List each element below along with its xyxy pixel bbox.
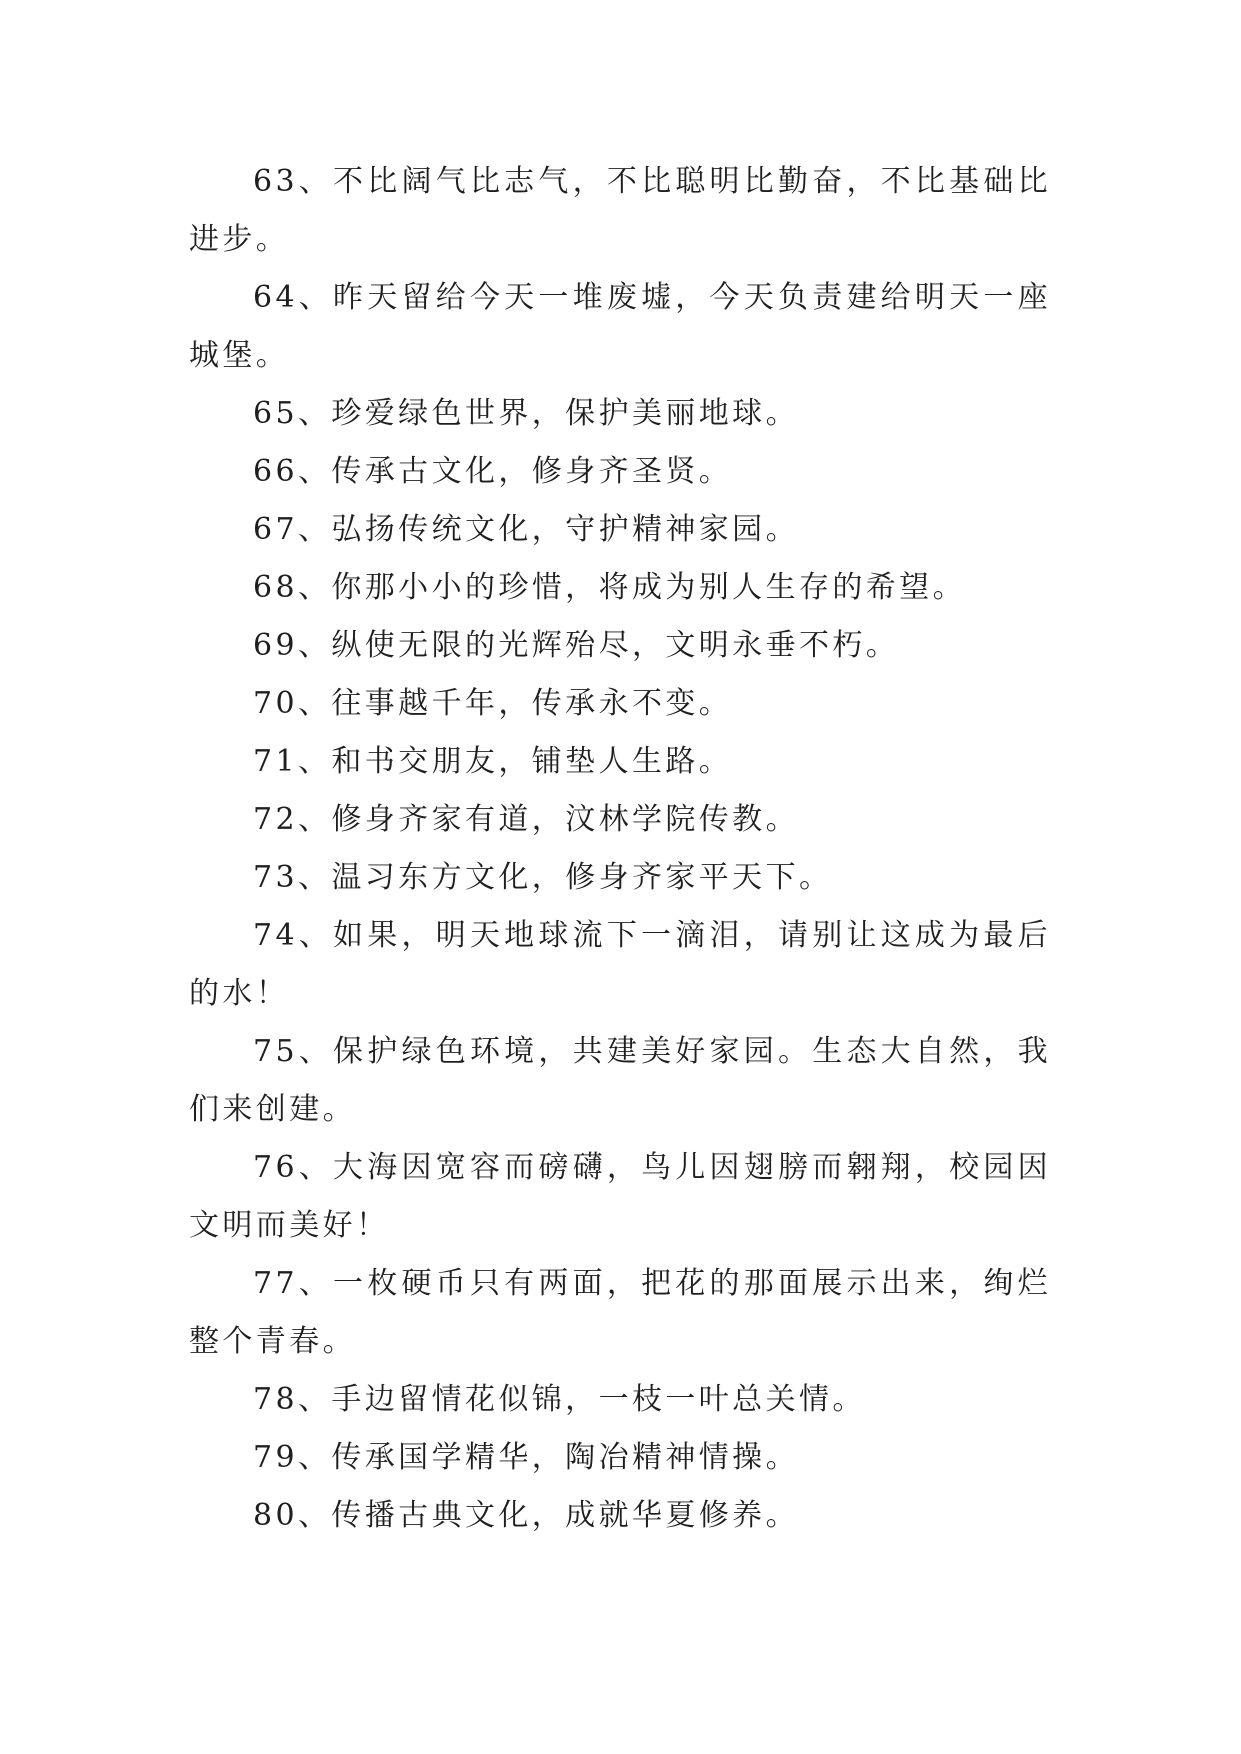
paragraph-75: 75、保护绿色环境，共建美好家园。生态大自然，我们来创建。 bbox=[189, 1034, 1051, 1127]
paragraph-73: 73、温习东方文化，修身齐家平天下。 bbox=[253, 860, 833, 895]
paragraph-71: 71、和书交朋友，铺垫人生路。 bbox=[253, 744, 733, 779]
paragraph-66: 66、传承古文化，修身齐圣贤。 bbox=[253, 454, 733, 489]
paragraph-69: 69、纵使无限的光辉殆尽，文明永垂不朽。 bbox=[253, 628, 900, 663]
paragraph-64: 64、昨天留给今天一堆废墟，今天负责建给明天一座城堡。 bbox=[189, 280, 1051, 373]
paragraph-77: 77、一枚硬币只有两面，把花的那面展示出来，绚烂整个青春。 bbox=[189, 1266, 1051, 1359]
paragraph-72: 72、修身齐家有道，汶林学院传教。 bbox=[253, 802, 799, 837]
paragraph-76: 76、大海因宽容而磅礴，鸟儿因翅膀而翱翔，校园因文明而美好！ bbox=[189, 1150, 1051, 1243]
paragraph-67: 67、弘扬传统文化，守护精神家园。 bbox=[253, 512, 799, 547]
document-body bbox=[189, 153, 1051, 1545]
paragraph-65: 65、珍爱绿色世界，保护美丽地球。 bbox=[253, 396, 799, 431]
paragraph-74: 74、如果，明天地球流下一滴泪，请别让这成为最后的水！ bbox=[189, 918, 1051, 1011]
paragraph-63: 63、不比阔气比志气，不比聪明比勤奋，不比基础比进步。 bbox=[189, 164, 1051, 257]
paragraph-80: 80、传播古典文化，成就华夏修养。 bbox=[253, 1498, 799, 1533]
paragraph-68: 68、你那小小的珍惜，将成为别人生存的希望。 bbox=[253, 570, 966, 605]
paragraph-70: 70、往事越千年，传承永不变。 bbox=[253, 686, 733, 721]
paragraph-79: 79、传承国学精华，陶冶精神情操。 bbox=[253, 1440, 799, 1475]
paragraph-78: 78、手边留情花似锦，一枝一叶总关情。 bbox=[253, 1382, 866, 1417]
